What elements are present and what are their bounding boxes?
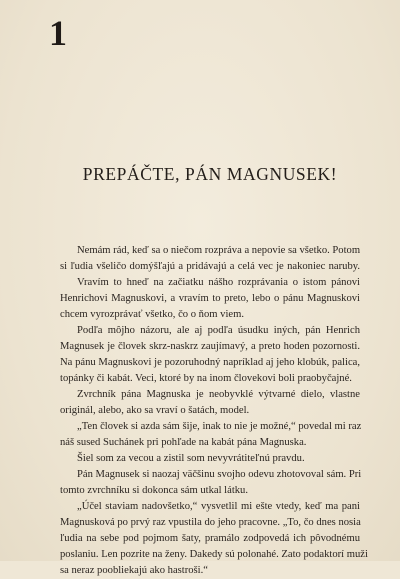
body-text	[60, 243, 368, 579]
text-line: Šiel som za vecou a zistil som nevyvrátiteľnú pravdu.	[77, 453, 305, 464]
text-line: Nemám rád, keď sa o niečom rozpráva a nepovie sa všetko. Potom	[77, 245, 361, 256]
text-line: „Ten človek si azda sám šije, inak to nie je možné,“ povedal mi raz	[77, 421, 362, 432]
chapter-number: 1	[49, 13, 67, 53]
text-line: Podľa môjho názoru, ale aj podľa úsudku iných, pán Henrich	[77, 325, 360, 336]
text-line: sa neraz poobliekajú ako hastroši.“	[60, 565, 208, 576]
text-line: ľudia na sebe pod pojmom šaty, pramálo zodpovedá ich pôvodnému	[60, 533, 360, 544]
chapter-title: PREPÁČTE, PÁN MAGNUSEK!	[82, 164, 338, 184]
text-line: Magnusková po prvý raz vpustila do jeho pracovne. „To, čo dnes nosia	[60, 517, 361, 528]
text-line: Henrichovi Magnuskovi, a vravím to preto, lebo o pánu Magnuskovi	[60, 293, 360, 304]
text-line: Zvrchník pána Magnuska je neobyvklé výtvarné dielo, vlastne	[77, 389, 360, 400]
text-line: „Účel staviam nadovšetko,“ vysvetlil mi ešte vtedy, keď ma pani	[77, 501, 360, 512]
text-line: Magnusek je človek skrz-naskrz zaujímavý, a preto hoden pozornosti.	[60, 341, 360, 352]
text-line: náš sused Suchánek pri pohľade na kabát pána Magnuska.	[60, 437, 307, 448]
text-line: poslaniu. Len pozrite na ženy. Dakedy sú polonahé. Zato podaktorí muži	[60, 549, 368, 560]
text-line: Vravím to hneď na začiatku nášho rozprávania o istom pánovi	[77, 277, 360, 288]
text-line: si ľudia všeličo domýšľajú a pridávajú a celá vec je nakoniec naruby.	[60, 261, 360, 272]
text-line: originál, alebo, ako sa vraví o šatách, model.	[60, 405, 250, 416]
text-line: topánky či kabát. Veci, ktoré by na inom človekovi boli praobyčajné.	[60, 373, 352, 384]
text-line: Na pánu Magnuskovi je pozoruhodný napríklad aj jeho klobúk, palica,	[60, 357, 360, 368]
text-line: tomto zvrchníku si dokonca sám utkal látku.	[60, 485, 249, 496]
text-line: Pán Magnusek si naozaj väčšinu svojho odevu zhotovoval sám. Pri	[77, 469, 362, 480]
text-line: chcem vyrozprávať všetko, čo o ňom viem.	[60, 309, 244, 320]
